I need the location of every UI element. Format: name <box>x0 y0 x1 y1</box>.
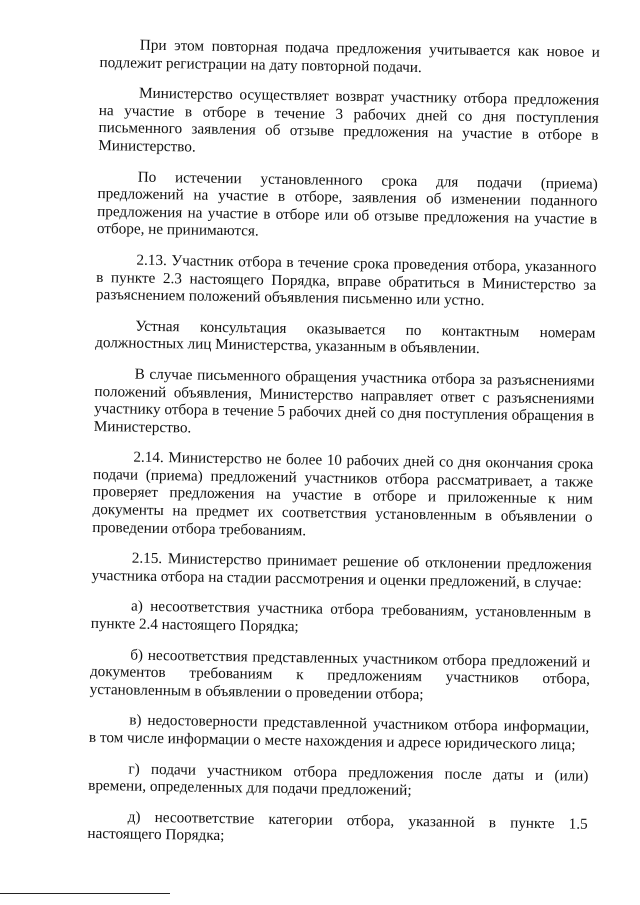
list-item-g: г) подачи участником отбора предложения после даты и (или) времени, определенных для подачи предложений; <box>88 760 589 800</box>
paragraph-return-proposal: Министерство осуществляет возврат участнику отбора предложения на участие в отборе в течение 3 рабочих дней со дня поступления письменного заявления об отзыве предложения на участие в отборе в Министерство. <box>98 84 600 156</box>
paragraph-oral-consultation: Устная консультация оказывается по контактным номерам должностных лиц Министерства, указанным в объявлении. <box>95 317 596 358</box>
paragraph-resubmission: При этом повторная подача предложения учитывается как новое и подлежит регистрации на дату повторной подачи. <box>99 36 600 76</box>
paragraph-2-13: 2.13. Участник отбора в течение срока проведения отбора, указанного в пункте 2.3 настоящего Порядка, вправе обратиться в Министерство за разъяснением положений объявления письменно или устно. <box>95 251 597 310</box>
list-item-d: д) несоответствие категории отбора, указанной в пункте 1.5 настоящего Порядка; <box>87 808 588 845</box>
list-item-a: а) несоответствия участника отбора требованиям, установленным в пункте 2.4 настоящего Порядка; <box>90 597 592 636</box>
paragraph-2-14: 2.14. Министерство не более 10 рабочих дней со дня окончания срока подачи (приема) предложений участников отбора рассматривает, а также проверяет предложения на участие в отборе и приложенные к ним документы на предмет их соответствия установленным в объявлении о проведении отбора требованиям. <box>92 448 594 539</box>
paragraph-deadline-expiry: По истечении установленного срока для подачи (приема) предложений на участие в отборе, заявления об изменении поданного предложения на участие в отборе или об отзыве предложения на участие в отборе, не принимаются. <box>96 168 598 240</box>
document-body <box>87 36 600 864</box>
list-item-b: б) несоответствия представленных участником отбора предложений и документов требованиям к предложениям участников отбора, установленным в объявлении о проведении отбора; <box>89 646 591 703</box>
footer-divider <box>0 893 170 894</box>
paragraph-2-15: 2.15. Министерство принимает решение об отклонении предложения участника отбора на стадии рассмотрения и оценки предложений, в случае: <box>91 549 592 592</box>
list-item-v: в) недостоверности представленной участником отбора информации, в том числе информации о месте нахождения и адресе юридического лица; <box>88 711 590 754</box>
paragraph-written-request: В случае письменного обращения участника отбора за разъяснениями положений объявления, Министерство направляет ответ с разъяснениями участнику отбора в течение 5 рабочих дней со дня поступления обращения в Министерство. <box>93 365 595 437</box>
